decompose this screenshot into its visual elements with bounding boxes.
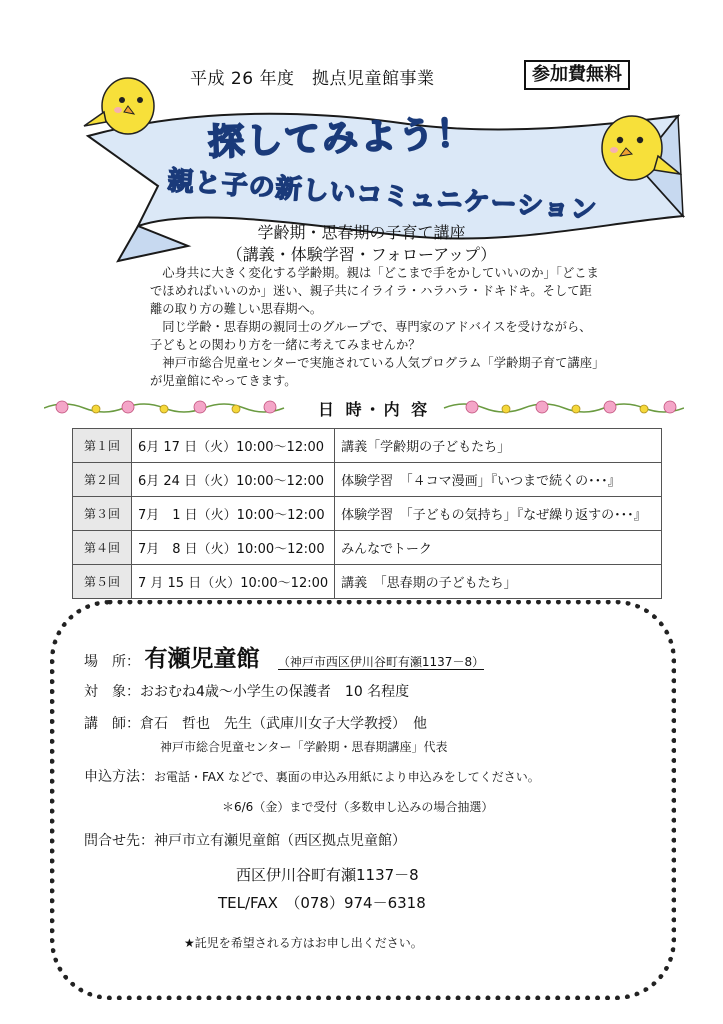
session-content: みんなでトーク (335, 531, 662, 565)
contact-tel: TEL/FAX （078）974－6318 (218, 894, 426, 912)
target-row (84, 681, 409, 701)
session-date: 6月 24 日（火）10:00～12:00 (132, 463, 335, 497)
session-number: 第４回 (73, 531, 132, 565)
contact-address: 西区伊川谷町有瀬1137－8 (236, 866, 419, 884)
session-date: 7 月 15 日（火）10:00～12:00 (132, 565, 335, 599)
bird-illustration-right (592, 104, 682, 190)
course-subtitle: （講義・体験学習・フォローアップ） (226, 245, 497, 264)
schedule-table (72, 428, 662, 599)
target-label: 対 象： (84, 684, 140, 700)
intro-paragraph-1: 心身共に大きく変化する学齢期。親は「どこまで手をかしていいのか」「どこまでほめればいいのか」迷い、親子共にイライラ・ハラハラ・ドキドキ。そして距離の取り方の難しい思春期へ。 (150, 266, 599, 316)
contact-value: 神戸市立有瀬児童館（西区拠点児童館） (154, 833, 406, 849)
venue-name: 有瀬児童館 (144, 646, 260, 672)
lecturer-value: 倉石 哲也 先生（武庫川女子大学教授） 他 (140, 716, 427, 732)
banner-subtitle: 親と子の新しいコミュニケーション (166, 166, 599, 226)
intro-paragraph-2: 同じ学齢・思春期の親同士のグループで、専門家のアドバイスを受けながら、子どもとの関わり方を一緒に考えてみませんか？ (150, 320, 592, 352)
schedule-row (73, 463, 662, 497)
apply-value: お電話・FAX などで、裏面の申込み用紙により申込みをしてください。 (154, 770, 540, 784)
session-number: 第２回 (73, 463, 132, 497)
header-line: 平成 26 年度 拠点児童館事業 (190, 69, 435, 89)
schedule-row (73, 565, 662, 599)
banner-title: 探してみよう！ (207, 113, 475, 164)
bird-illustration-left (82, 68, 162, 140)
childcare-note: ★託児を希望される方はお申し出ください。 (184, 936, 423, 950)
schedule-title: 日 時・内 容 (312, 397, 436, 420)
session-date: 7月 1 日（火）10:00～12:00 (132, 497, 335, 531)
intro-paragraph-3: 神戸市総合児童センターで実施されている人気プログラム「学齢期子育て講座」が児童館にやってきます。 (150, 356, 599, 388)
free-badge: 参加費無料 (524, 60, 630, 90)
session-number: 第３回 (73, 497, 132, 531)
schedule-row (73, 429, 662, 463)
apply-label: 申込方法： (84, 769, 154, 785)
lecturer-note: 神戸市総合児童センター「学齢期・思春期講座」代表 (160, 740, 448, 754)
apply-row (84, 766, 540, 786)
intro-text (150, 264, 600, 390)
contact-label: 問合せ先： (84, 833, 154, 849)
lecturer-label: 講 師： (84, 716, 140, 732)
session-content: 体験学習 「４コマ漫画」『いつまで続くの･･･』 (335, 463, 662, 497)
course-title: 学齢期・思春期の子育て講座 (257, 223, 466, 242)
schedule-row (73, 531, 662, 565)
session-date: 7月 8 日（火）10:00～12:00 (132, 531, 335, 565)
session-number: 第５回 (73, 565, 132, 599)
session-number: 第１回 (73, 429, 132, 463)
venue-label: 場 所： (84, 654, 140, 670)
session-content: 講義「学齢期の子どもたち」 (335, 429, 662, 463)
venue-address: （神戸市西区伊川谷町有瀬1137－8） (277, 655, 485, 669)
schedule-row (73, 497, 662, 531)
deadline-note: ＊6/6（金）まで受付（多数申し込みの場合抽選） (222, 800, 494, 814)
target-value: おおむね4歳～小学生の保護者 10 名程度 (140, 684, 410, 700)
venue-row (84, 640, 484, 673)
session-content: 講義 「思春期の子どもたち」 (335, 565, 662, 599)
session-date: 6月 17 日（火）10:00～12:00 (132, 429, 335, 463)
lecturer-row (84, 713, 427, 733)
session-content: 体験学習 「子どもの気持ち」『なぜ繰り返すの･･･』 (335, 497, 662, 531)
contact-row (84, 830, 406, 850)
